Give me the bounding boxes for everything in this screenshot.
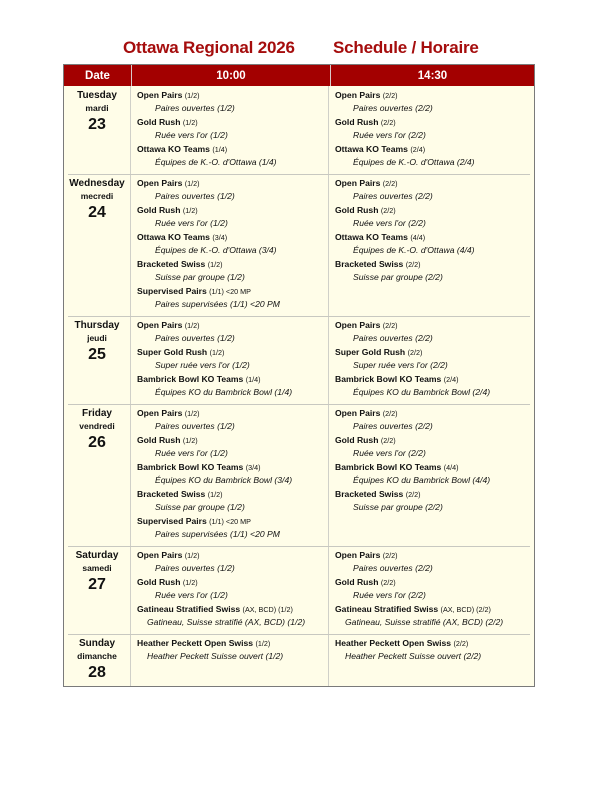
event-name-french: Suisse par groupe (2/2) [353, 272, 443, 282]
event-item [335, 637, 534, 663]
event-name-line [137, 576, 328, 589]
event-item [335, 407, 534, 433]
event-name: Gatineau Stratified Swiss [137, 604, 241, 614]
event-name: Gold Rush [335, 435, 379, 445]
table-row [64, 546, 534, 634]
event-name-french: Paires ouvertes (1/2) [155, 191, 235, 201]
event-item [137, 515, 328, 541]
event-name: Open Pairs [137, 320, 183, 330]
event-session-count: (1/2) [255, 639, 271, 648]
event-name-french: Ruée vers l'or (2/2) [353, 590, 426, 600]
event-session-count: (4/4) [443, 463, 459, 472]
event-name-line [137, 603, 328, 616]
event-item [335, 576, 534, 602]
event-name: Gold Rush [137, 205, 181, 215]
event-item [137, 89, 328, 115]
event-item [137, 576, 328, 602]
event-session-count: (3/4) [212, 233, 228, 242]
event-name-line [137, 434, 328, 447]
morning-session-cell [131, 546, 329, 634]
event-name-line [137, 488, 328, 501]
event-name: Open Pairs [137, 178, 183, 188]
table-body [64, 86, 534, 686]
event-item [335, 488, 534, 514]
event-session-count: (1/2) [182, 436, 198, 445]
event-name: Gold Rush [137, 435, 181, 445]
event-name: Open Pairs [335, 408, 381, 418]
day-name-en: Wednesday [69, 178, 125, 189]
event-name-french: Ruée vers l'or (2/2) [353, 130, 426, 140]
event-item [137, 603, 328, 629]
event-session-count: (1/2) [207, 260, 223, 269]
afternoon-session-cell [329, 546, 534, 634]
event-name: Gold Rush [137, 117, 181, 127]
event-name-french: Paires ouvertes (2/2) [353, 563, 433, 573]
event-name-line [335, 143, 534, 156]
event-name: Bambrick Bowl KO Teams [335, 374, 442, 384]
morning-session-cell [131, 634, 329, 686]
event-session-count: (1/2) [184, 321, 200, 330]
event-name-line [335, 204, 534, 217]
event-name-french: Ruée vers l'or (1/2) [155, 448, 228, 458]
event-session-count: (2/2) [380, 436, 396, 445]
event-item [137, 116, 328, 142]
event-name-line [335, 637, 534, 650]
event-name: Gold Rush [335, 205, 379, 215]
event-name-line [137, 549, 328, 562]
day-number: 26 [88, 434, 106, 451]
morning-session-cell [131, 86, 329, 174]
event-item [335, 603, 534, 629]
event-name-line [335, 231, 534, 244]
event-name: Gatineau Stratified Swiss [335, 604, 439, 614]
event-session-count: (AX, BCD) (1/2) [242, 605, 293, 614]
event-name: Open Pairs [335, 550, 381, 560]
header-afternoon: 14:30 [417, 69, 448, 82]
event-name: Super Gold Rush [137, 347, 208, 357]
day-name-en: Tuesday [77, 90, 117, 101]
event-item [137, 373, 328, 399]
day-name-fr: dimanche [77, 651, 117, 661]
event-name-french: Paires ouvertes (2/2) [353, 191, 433, 201]
event-session-count: (1/2) [182, 206, 198, 215]
event-item [335, 549, 534, 575]
day-number: 24 [88, 204, 106, 221]
header-morning: 10:00 [132, 65, 331, 86]
event-name-french: Ruée vers l'or (1/2) [155, 590, 228, 600]
day-name-en: Friday [81, 408, 112, 419]
event-name: Bambrick Bowl KO Teams [137, 462, 244, 472]
event-name: Ottawa KO Teams [335, 144, 408, 154]
event-item [335, 177, 534, 203]
event-name-line [137, 231, 328, 244]
afternoon-session-cell [329, 174, 534, 316]
day-number: 28 [88, 664, 106, 681]
event-name: Bracketed Swiss [137, 259, 206, 269]
table-row [64, 174, 534, 316]
day-name-fr: vendredi [79, 421, 115, 431]
event-session-count: (2/2) [407, 348, 423, 357]
event-item [335, 373, 534, 399]
event-name-french: Équipes KO du Bambrick Bowl (2/4) [353, 387, 491, 397]
event-name-line [335, 258, 534, 271]
afternoon-session-cell [329, 86, 534, 174]
event-item [335, 231, 534, 257]
day-name-fr: jeudi [87, 333, 107, 343]
event-name-french: Gatineau, Suisse stratifié (AX, BCD) (1/2) [147, 617, 306, 627]
event-name-french: Suisse par groupe (1/2) [155, 502, 245, 512]
event-item [137, 637, 328, 663]
event-name-line [335, 373, 534, 386]
day-name-en: Sunday [78, 638, 116, 649]
table-row [64, 404, 534, 546]
event-name: Open Pairs [137, 550, 183, 560]
event-name-french: Paires ouvertes (1/2) [155, 421, 235, 431]
event-item [335, 89, 534, 115]
event-name-line [137, 285, 328, 298]
event-name-line [137, 346, 328, 359]
event-session-count: (2/2) [380, 206, 396, 215]
event-name-french: Ruée vers l'or (2/2) [353, 218, 426, 228]
day-cell [64, 86, 131, 174]
day-cell [64, 316, 131, 404]
event-name-line [335, 549, 534, 562]
event-item [335, 116, 534, 142]
event-session-count: (2/2) [382, 179, 398, 188]
event-name-french: Paires ouvertes (2/2) [353, 333, 433, 343]
event-name: Gold Rush [335, 117, 379, 127]
event-name-french: Paires ouvertes (1/2) [155, 563, 235, 573]
event-name-line [335, 603, 534, 616]
event-name: Supervised Pairs [137, 286, 207, 296]
table-row [64, 86, 534, 174]
event-item [137, 488, 328, 514]
event-item [137, 346, 328, 372]
event-session-count: (2/2) [380, 118, 396, 127]
event-session-count: (2/2) [382, 321, 398, 330]
event-session-count: (2/2) [405, 260, 421, 269]
event-name: Supervised Pairs [137, 516, 207, 526]
event-name: Bambrick Bowl KO Teams [335, 462, 442, 472]
day-name-en: Saturday [75, 550, 119, 561]
event-session-count: (4/4) [410, 233, 426, 242]
event-session-count: (1/2) [207, 490, 223, 499]
schedule-table [63, 64, 535, 687]
event-name-line [137, 143, 328, 156]
event-item [137, 549, 328, 575]
event-item [335, 346, 534, 372]
event-name: Bracketed Swiss [335, 489, 404, 499]
event-name-french: Équipes de K.-O. d'Ottawa (3/4) [155, 245, 277, 255]
event-name: Open Pairs [335, 178, 381, 188]
table-row [64, 634, 534, 686]
event-name: Super Gold Rush [335, 347, 406, 357]
event-session-count: (1/2) [184, 551, 200, 560]
event-name-line [137, 177, 328, 190]
event-name: Heather Peckett Open Swiss [335, 638, 452, 648]
page-title-row [0, 38, 612, 62]
event-name-french: Équipes KO du Bambrick Bowl (4/4) [353, 475, 491, 485]
day-cell [64, 174, 131, 316]
day-number: 27 [88, 576, 106, 593]
event-session-count: (2/2) [453, 639, 469, 648]
event-name-line [335, 407, 534, 420]
event-name-french: Ruée vers l'or (1/2) [155, 130, 228, 140]
event-name-line [137, 461, 328, 474]
event-name: Open Pairs [335, 90, 381, 100]
event-item [137, 461, 328, 487]
event-item [335, 143, 534, 169]
event-name-french: Ruée vers l'or (1/2) [155, 218, 228, 228]
morning-session-cell [131, 174, 329, 316]
event-name: Bambrick Bowl KO Teams [137, 374, 244, 384]
event-name-french: Paires ouvertes (1/2) [155, 333, 235, 343]
event-name-line [335, 177, 534, 190]
event-name-french: Suisse par groupe (1/2) [155, 272, 245, 282]
event-session-count: (2/2) [405, 490, 421, 499]
event-name: Gold Rush [137, 577, 181, 587]
event-name-line [335, 434, 534, 447]
event-name: Open Pairs [335, 320, 381, 330]
day-number: 23 [88, 116, 106, 133]
page-subtitle: Schedule / Horaire [333, 38, 479, 57]
event-item [137, 231, 328, 257]
event-session-count: (1/2) [184, 91, 200, 100]
day-name-fr: samedi [82, 563, 112, 573]
header-date: Date [64, 65, 132, 86]
event-session-count: (1/4) [212, 145, 228, 154]
event-session-count: (1/2) [209, 348, 225, 357]
event-name-french: Équipes de K.-O. d'Ottawa (1/4) [155, 157, 277, 167]
event-session-count: (1/4) [245, 375, 261, 384]
event-item [137, 177, 328, 203]
morning-session-cell [131, 404, 329, 546]
morning-session-cell [131, 316, 329, 404]
event-name-line [137, 116, 328, 129]
event-name: Bracketed Swiss [335, 259, 404, 269]
event-name-french: Paires ouvertes (1/2) [155, 103, 235, 113]
event-name-line [335, 319, 534, 332]
event-name-line [335, 576, 534, 589]
event-session-count: (2/2) [382, 91, 398, 100]
event-name-line [335, 461, 534, 474]
event-item [335, 434, 534, 460]
event-name: Ottawa KO Teams [137, 144, 210, 154]
event-item [137, 407, 328, 433]
table-row [64, 316, 534, 404]
afternoon-session-cell [329, 634, 534, 686]
event-item [137, 204, 328, 230]
event-name-line [137, 319, 328, 332]
event-name-line [335, 346, 534, 359]
event-name-french: Paires supervisées (1/1) <20 PM [155, 529, 280, 539]
event-name-french: Paires supervisées (1/1) <20 PM [155, 299, 280, 309]
event-session-count: (2/2) [382, 409, 398, 418]
day-number: 25 [88, 346, 106, 363]
event-session-count: (1/2) [184, 179, 200, 188]
event-session-count: (3/4) [245, 463, 261, 472]
day-name-en: Thursday [74, 320, 120, 331]
event-name: Open Pairs [137, 408, 183, 418]
event-session-count: (2/4) [410, 145, 426, 154]
event-name-french: Paires ouvertes (2/2) [353, 421, 433, 431]
afternoon-session-cell [329, 316, 534, 404]
event-session-count: (1/1) <20 MP [209, 517, 251, 526]
event-name-french: Gatineau, Suisse stratifié (AX, BCD) (2/2) [345, 617, 504, 627]
event-name-line [137, 258, 328, 271]
event-name: Ottawa KO Teams [137, 232, 210, 242]
event-name-line [137, 407, 328, 420]
event-name-french: Super ruée vers l'or (2/2) [353, 360, 448, 370]
event-session-count: (1/2) [182, 118, 198, 127]
event-name-line [137, 89, 328, 102]
event-name-line [137, 373, 328, 386]
event-item [137, 258, 328, 284]
day-cell [64, 404, 131, 546]
event-name: Open Pairs [137, 90, 183, 100]
event-session-count: (2/2) [380, 578, 396, 587]
event-session-count: (2/2) [382, 551, 398, 560]
event-name-french: Heather Peckett Suisse ouvert (1/2) [147, 651, 284, 661]
event-item [137, 434, 328, 460]
event-item [137, 319, 328, 345]
event-item [137, 143, 328, 169]
event-name-french: Paires ouvertes (2/2) [353, 103, 433, 113]
event-name: Ottawa KO Teams [335, 232, 408, 242]
event-item [335, 204, 534, 230]
afternoon-session-cell [329, 404, 534, 546]
event-name-french: Équipes de K.-O. d'Ottawa (4/4) [353, 245, 475, 255]
event-name: Gold Rush [335, 577, 379, 587]
day-name-fr: mecredi [80, 191, 114, 201]
event-name-french: Super ruée vers l'or (1/2) [155, 360, 250, 370]
day-cell [64, 546, 131, 634]
event-item [335, 461, 534, 487]
event-name-french: Ruée vers l'or (2/2) [353, 448, 426, 458]
event-name-french: Équipes KO du Bambrick Bowl (1/4) [155, 387, 293, 397]
event-name-line [137, 637, 328, 650]
event-name-line [137, 204, 328, 217]
table-header [64, 65, 534, 86]
event-session-count: (1/1) <20 MP [209, 287, 251, 296]
event-name-line [335, 89, 534, 102]
event-name: Bracketed Swiss [137, 489, 206, 499]
event-item [137, 285, 328, 311]
event-item [335, 258, 534, 284]
event-name: Heather Peckett Open Swiss [137, 638, 254, 648]
event-name-french: Heather Peckett Suisse ouvert (2/2) [345, 651, 482, 661]
event-session-count: (1/2) [182, 578, 198, 587]
event-name-french: Équipes de K.-O. d'Ottawa (2/4) [353, 157, 475, 167]
event-item [335, 319, 534, 345]
event-name-line [137, 515, 328, 528]
event-name-french: Équipes KO du Bambrick Bowl (3/4) [155, 475, 293, 485]
event-session-count: (1/2) [184, 409, 200, 418]
event-session-count: (2/4) [443, 375, 459, 384]
event-name-french: Suisse par groupe (2/2) [353, 502, 443, 512]
event-name-line [335, 116, 534, 129]
day-name-fr: mardi [85, 103, 109, 113]
day-cell [64, 634, 131, 686]
page-title: Ottawa Regional 2026 [123, 38, 295, 57]
event-name-line [335, 488, 534, 501]
event-session-count: (AX, BCD) (2/2) [440, 605, 491, 614]
